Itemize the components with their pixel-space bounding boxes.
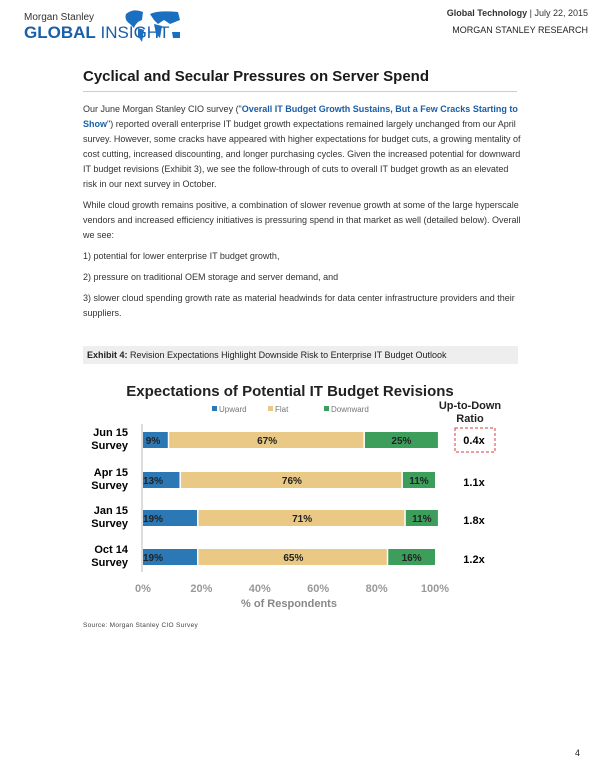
legend-swatch xyxy=(212,406,217,411)
category-label: Survey xyxy=(91,557,128,569)
ratio-header: Up-to-Down Ratio xyxy=(438,400,502,425)
header-section: Global Technology | July 22, 2015 xyxy=(446,8,588,18)
data-label: 13% xyxy=(142,476,164,487)
ratio-value: 1.2x xyxy=(463,554,485,566)
x-tick-label: 20% xyxy=(190,583,213,595)
data-label: 9% xyxy=(145,436,161,447)
data-label: 19% xyxy=(142,553,164,564)
x-axis-label: % of Respondents xyxy=(241,598,337,610)
world-map-icon xyxy=(118,6,188,46)
exhibit-caption: Exhibit 4: Revision Expectations Highlight Downside Risk to Enterprise IT Budget Outlook xyxy=(83,346,518,364)
category-label: Jan 15 xyxy=(93,505,128,517)
x-tick-label: 80% xyxy=(365,583,388,595)
legend-swatch xyxy=(268,406,273,411)
ratio-value: 1.8x xyxy=(463,515,485,527)
brand-small: Morgan Stanley xyxy=(24,12,95,23)
data-label: 11% xyxy=(412,514,432,525)
data-label: 11% xyxy=(409,476,429,487)
list-item: 1) potential for lower enterprise IT budget growth, xyxy=(83,251,280,261)
page-number: 4 xyxy=(574,748,580,758)
data-label: 65% xyxy=(283,553,304,564)
paragraph-1: Our June Morgan Stanley CIO survey ("Overall IT Budget Growth Sustains, But a Few Cracks Starting to Show") reported overall enterprise IT budget growth expectations remained largely unchanged from our April survey. However, some cracks have appeared with higher expectations for budget cuts, a growing mentality of cost cutting, increased discounting, and longer purchasing cycles. Given the increased potential for downward IT budget revisions (Exhibit 3), we see the follow-through of cuts to overall IT budget growth as an elevated risk in our next survey in October. xyxy=(83,104,521,189)
data-label: 25% xyxy=(391,436,412,447)
x-tick-label: 0% xyxy=(135,583,151,595)
data-label: 76% xyxy=(281,476,302,487)
x-tick-label: 40% xyxy=(248,583,271,595)
category-label: Jun 15 xyxy=(93,427,128,439)
divider xyxy=(83,91,517,92)
category-label: Survey xyxy=(91,480,128,492)
body-text xyxy=(83,102,523,327)
header-research: MORGAN STANLEY RESEARCH xyxy=(452,25,588,35)
x-tick-label: 60% xyxy=(307,583,330,595)
list-item: 3) slower cloud spending growth rate as material headwinds for data center infrastructure providers and their suppliers. xyxy=(83,293,515,318)
chart-title: Expectations of Potential IT Budget Revisions xyxy=(126,383,454,400)
category-label: Oct 14 xyxy=(94,544,128,556)
x-tick-label: 100% xyxy=(420,583,450,595)
brand-logo: GLOBAL INSIGHT xyxy=(24,23,170,42)
legend-label: Flat xyxy=(275,405,289,414)
category-label: Survey xyxy=(91,440,128,452)
ratio-value: 1.1x xyxy=(463,477,485,489)
paragraph-2: While cloud growth remains positive, a combination of slower revenue growth at some of the large hyperscale vendors and increased efficiency initiatives is pressuring spend in that market as well (detailed below). Overall we see: xyxy=(83,200,521,240)
source-note: Source: Morgan Stanley CIO Survey xyxy=(83,622,199,629)
legend-label: Upward xyxy=(219,405,247,414)
survey-link[interactable]: Overall IT Budget Growth Sustains, But a Few Cracks Starting to Show xyxy=(83,104,518,129)
data-label: 67% xyxy=(257,436,278,447)
legend-label: Downward xyxy=(331,405,369,414)
legend-swatch xyxy=(324,406,329,411)
ratio-value: 0.4x xyxy=(463,435,485,447)
category-label: Survey xyxy=(91,518,128,530)
data-label: 19% xyxy=(142,514,164,525)
category-label: Apr 15 xyxy=(93,467,128,479)
stacked-bar-chart xyxy=(0,374,600,614)
section-title: Cyclical and Secular Pressures on Server Spend xyxy=(83,68,429,85)
data-label: 71% xyxy=(292,514,313,525)
data-label: 16% xyxy=(401,553,422,564)
list-item: 2) pressure on traditional OEM storage and server demand, and xyxy=(83,272,339,282)
